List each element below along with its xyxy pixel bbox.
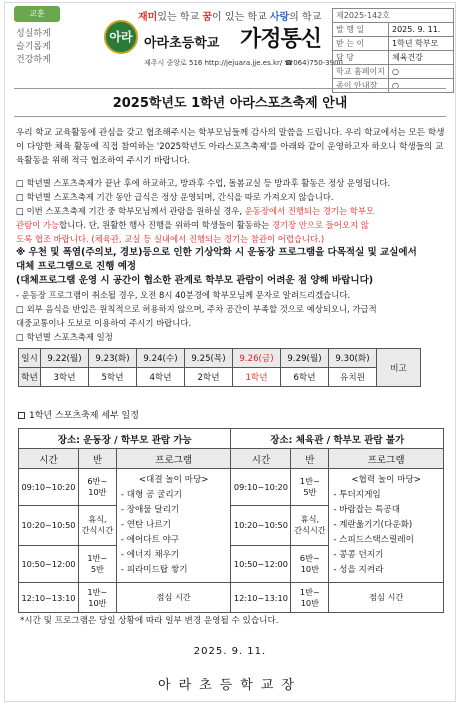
- weather-notice: 대체 프로그램으로 진행 예정: [16, 261, 137, 272]
- left-program-list: <대결 놀이 마당> - 대형 공 굴리기 - 장애물 달리기 - 연탄 나르기 - 에어다트 야구 - 에너지 채우기 - 피라미드탑 쌓기: [116, 469, 231, 583]
- checkbox-icon: [18, 412, 25, 419]
- time-cell: 10:50~12:00: [231, 545, 291, 582]
- schedule-grade: 2학년: [185, 368, 233, 387]
- school-logo: 아라: [104, 20, 138, 54]
- schedule-row-label: 학년: [19, 368, 41, 387]
- notice-line: 관람이 가능합니다. 단, 원활한 행사 진행을 위하여 학생들이 활동하는 경기장 안으로 들어오지 않: [16, 220, 369, 230]
- schedule-date: 9.23(화): [89, 349, 137, 368]
- time-cell: 09:10~10:20: [19, 469, 79, 506]
- schedule-date: 9.25(목): [185, 349, 233, 368]
- school-address: 제주시 중앙로 516 http://jejuara.jje.es.kr/ ☎064)750-3900: [144, 59, 343, 67]
- slogan: 재미있는 학교 꿈이 있는 학교 사랑의 학교: [138, 12, 322, 23]
- time-cell: 10:20~10:50: [19, 506, 79, 545]
- schedule-grade: 4학년: [137, 368, 185, 387]
- issue-info-box: 제2025-142호 발 행 일 2025. 9. 11. 받 는 이 1학년 학부모 담 당 체육건강 학교 홈페이지 ○ 종이 안내장 ○: [332, 8, 454, 93]
- notice-line: □ 외부 음식을 반입은 원칙적으로 허용하지 않으며, 주차 공간이 부족할 것으로 예상되오니, 가급적: [16, 304, 377, 314]
- class-cell: 1반~ 5반: [78, 545, 116, 582]
- right-program-list: <협력 놀이 마당> - 투더지게임 - 바람잡는 특공대 - 계란옮기기(다운화) - 스피드스택스릴레이 - 콩콩 던지기 - 성을 지켜라: [329, 469, 444, 583]
- schedule-grade: 3학년: [41, 368, 89, 387]
- motto-badge: 교훈: [14, 6, 60, 22]
- notice-line: 대중교통이나 도보로 이용하여 주시기 바랍니다.: [16, 318, 192, 328]
- notice-items: [16, 176, 448, 344]
- schedule-date: 9.30(화): [329, 349, 377, 368]
- detail-schedule-table: [18, 428, 444, 613]
- principal-signature: 아라초등학교장: [158, 678, 302, 693]
- intro-paragraph: 우리 학교 교육활동에 관심을 갖고 협조해주시는 학부모님들께 감사의 말씀을 드립니다. 우리 학교에서는 모든 학생이 다양한 체육 활동에 직접 참여하는 '2025학년도 아라스포츠축제'를 아래와 같이 운영하고자 하오니 학생들의 교육활동을 위해 적극 협조하여 주시기 바랍니다.: [16, 128, 445, 166]
- schedule-grade: 6학년: [281, 368, 329, 387]
- notice-line: □ 학년별 스포츠축제 기간 동안 급식은 정상 운영되며, 간식을 따로 가져오지 않습니다.: [16, 192, 334, 202]
- school-motto: 성실하게 슬기롭게 건강하게: [16, 29, 51, 65]
- col-program: 프로그램: [329, 449, 444, 469]
- schedule-grade: 5학년: [89, 368, 137, 387]
- schedule-date: 9.24(수): [137, 349, 185, 368]
- class-cell: 1반~ 10반: [291, 583, 329, 613]
- issue-date: 2025. 9. 11.: [193, 646, 267, 657]
- time-cell: 12:10~13:10: [231, 583, 291, 613]
- zone-left-header: 장소: 운동장 / 학부모 관람 가능: [19, 429, 231, 449]
- class-cell: 휴식, 간식시간: [78, 506, 116, 545]
- notice-line: □ 학년별 스포츠축제가 끝난 후에 하교하고, 방과후 수업, 돌봄교실 등 방과후 활동은 정상 운영됩니다.: [16, 178, 391, 188]
- school-name: 아라초등학교: [144, 36, 220, 51]
- festival-schedule-table: [18, 348, 421, 387]
- class-cell: 1반~ 5반: [291, 469, 329, 506]
- notice-line: □ 학년별 스포츠축제 일정: [16, 332, 113, 342]
- detail-subtitle: 1학년 스포츠축제 세부 일정: [18, 408, 139, 421]
- schedule-date: 9.29(월): [281, 349, 329, 368]
- zone-right-header: 장소: 체육관 / 학부모 관람 불가: [231, 429, 444, 449]
- schedule-grade: 1학년: [233, 368, 281, 387]
- page-title: 2025학년도 1학년 아라스포츠축제 안내: [112, 96, 348, 111]
- col-time: 시간: [19, 449, 79, 469]
- notice-line: □ 이번 스포츠축제 기간 중 학부모님께서 관람을 원하실 경우, 운동장에서 진행되는 경기는 학부모: [16, 206, 375, 216]
- col-class: 반: [78, 449, 116, 469]
- schedule-date: 9.22(월): [41, 349, 89, 368]
- class-cell: 휴식, 간식시간: [291, 506, 329, 545]
- time-cell: 09:10~10:20: [231, 469, 291, 506]
- notice-line: 도록 협조 바랍니다. (체육관, 교실 등 실내에서 진행되는 경기는 참관이 어렵습니다.): [16, 234, 325, 244]
- lunch-cell: 점심 시간: [329, 583, 444, 613]
- notice-line: - 운동장 프로그램이 취소될 경우, 오전 8시 40분경에 학부모님께 문자로 알려드리겠습니다.: [16, 290, 351, 300]
- schedule-grade: 유치원: [329, 368, 377, 387]
- class-cell: 6반~ 10반: [78, 469, 116, 506]
- col-class: 반: [291, 449, 329, 469]
- schedule-note: 비고: [377, 349, 421, 387]
- weather-notice: ※ 우천 및 폭염(주의보, 경보)등으로 인한 기상악화 시 운동장 프로그램을 다목적실 및 교실에서: [16, 247, 417, 258]
- col-program: 프로그램: [116, 449, 231, 469]
- footnote: *시간 및 프로그램은 당일 상황에 따라 일부 변경 운영될 수 있습니다.: [20, 616, 279, 626]
- time-cell: 10:50~12:00: [19, 545, 79, 582]
- schedule-date: 9.26(금): [233, 349, 281, 368]
- title-rule-top: [14, 88, 446, 89]
- time-cell: 12:10~13:10: [19, 583, 79, 613]
- lunch-cell: 점심 시간: [116, 583, 231, 613]
- title-rule-bottom: [14, 116, 446, 117]
- class-cell: 6반~ 10반: [291, 545, 329, 582]
- col-time: 시간: [231, 449, 291, 469]
- class-cell: 1반~ 10반: [78, 583, 116, 613]
- weather-notice: (대체프로그램 운영 시 공간이 협소한 관계로 학부모 관람이 어려운 점 양해 바랍니다): [16, 275, 374, 286]
- time-cell: 10:20~10:50: [231, 506, 291, 545]
- schedule-row-label: 일시: [19, 349, 41, 368]
- newsletter-name: 가정통신: [240, 27, 322, 52]
